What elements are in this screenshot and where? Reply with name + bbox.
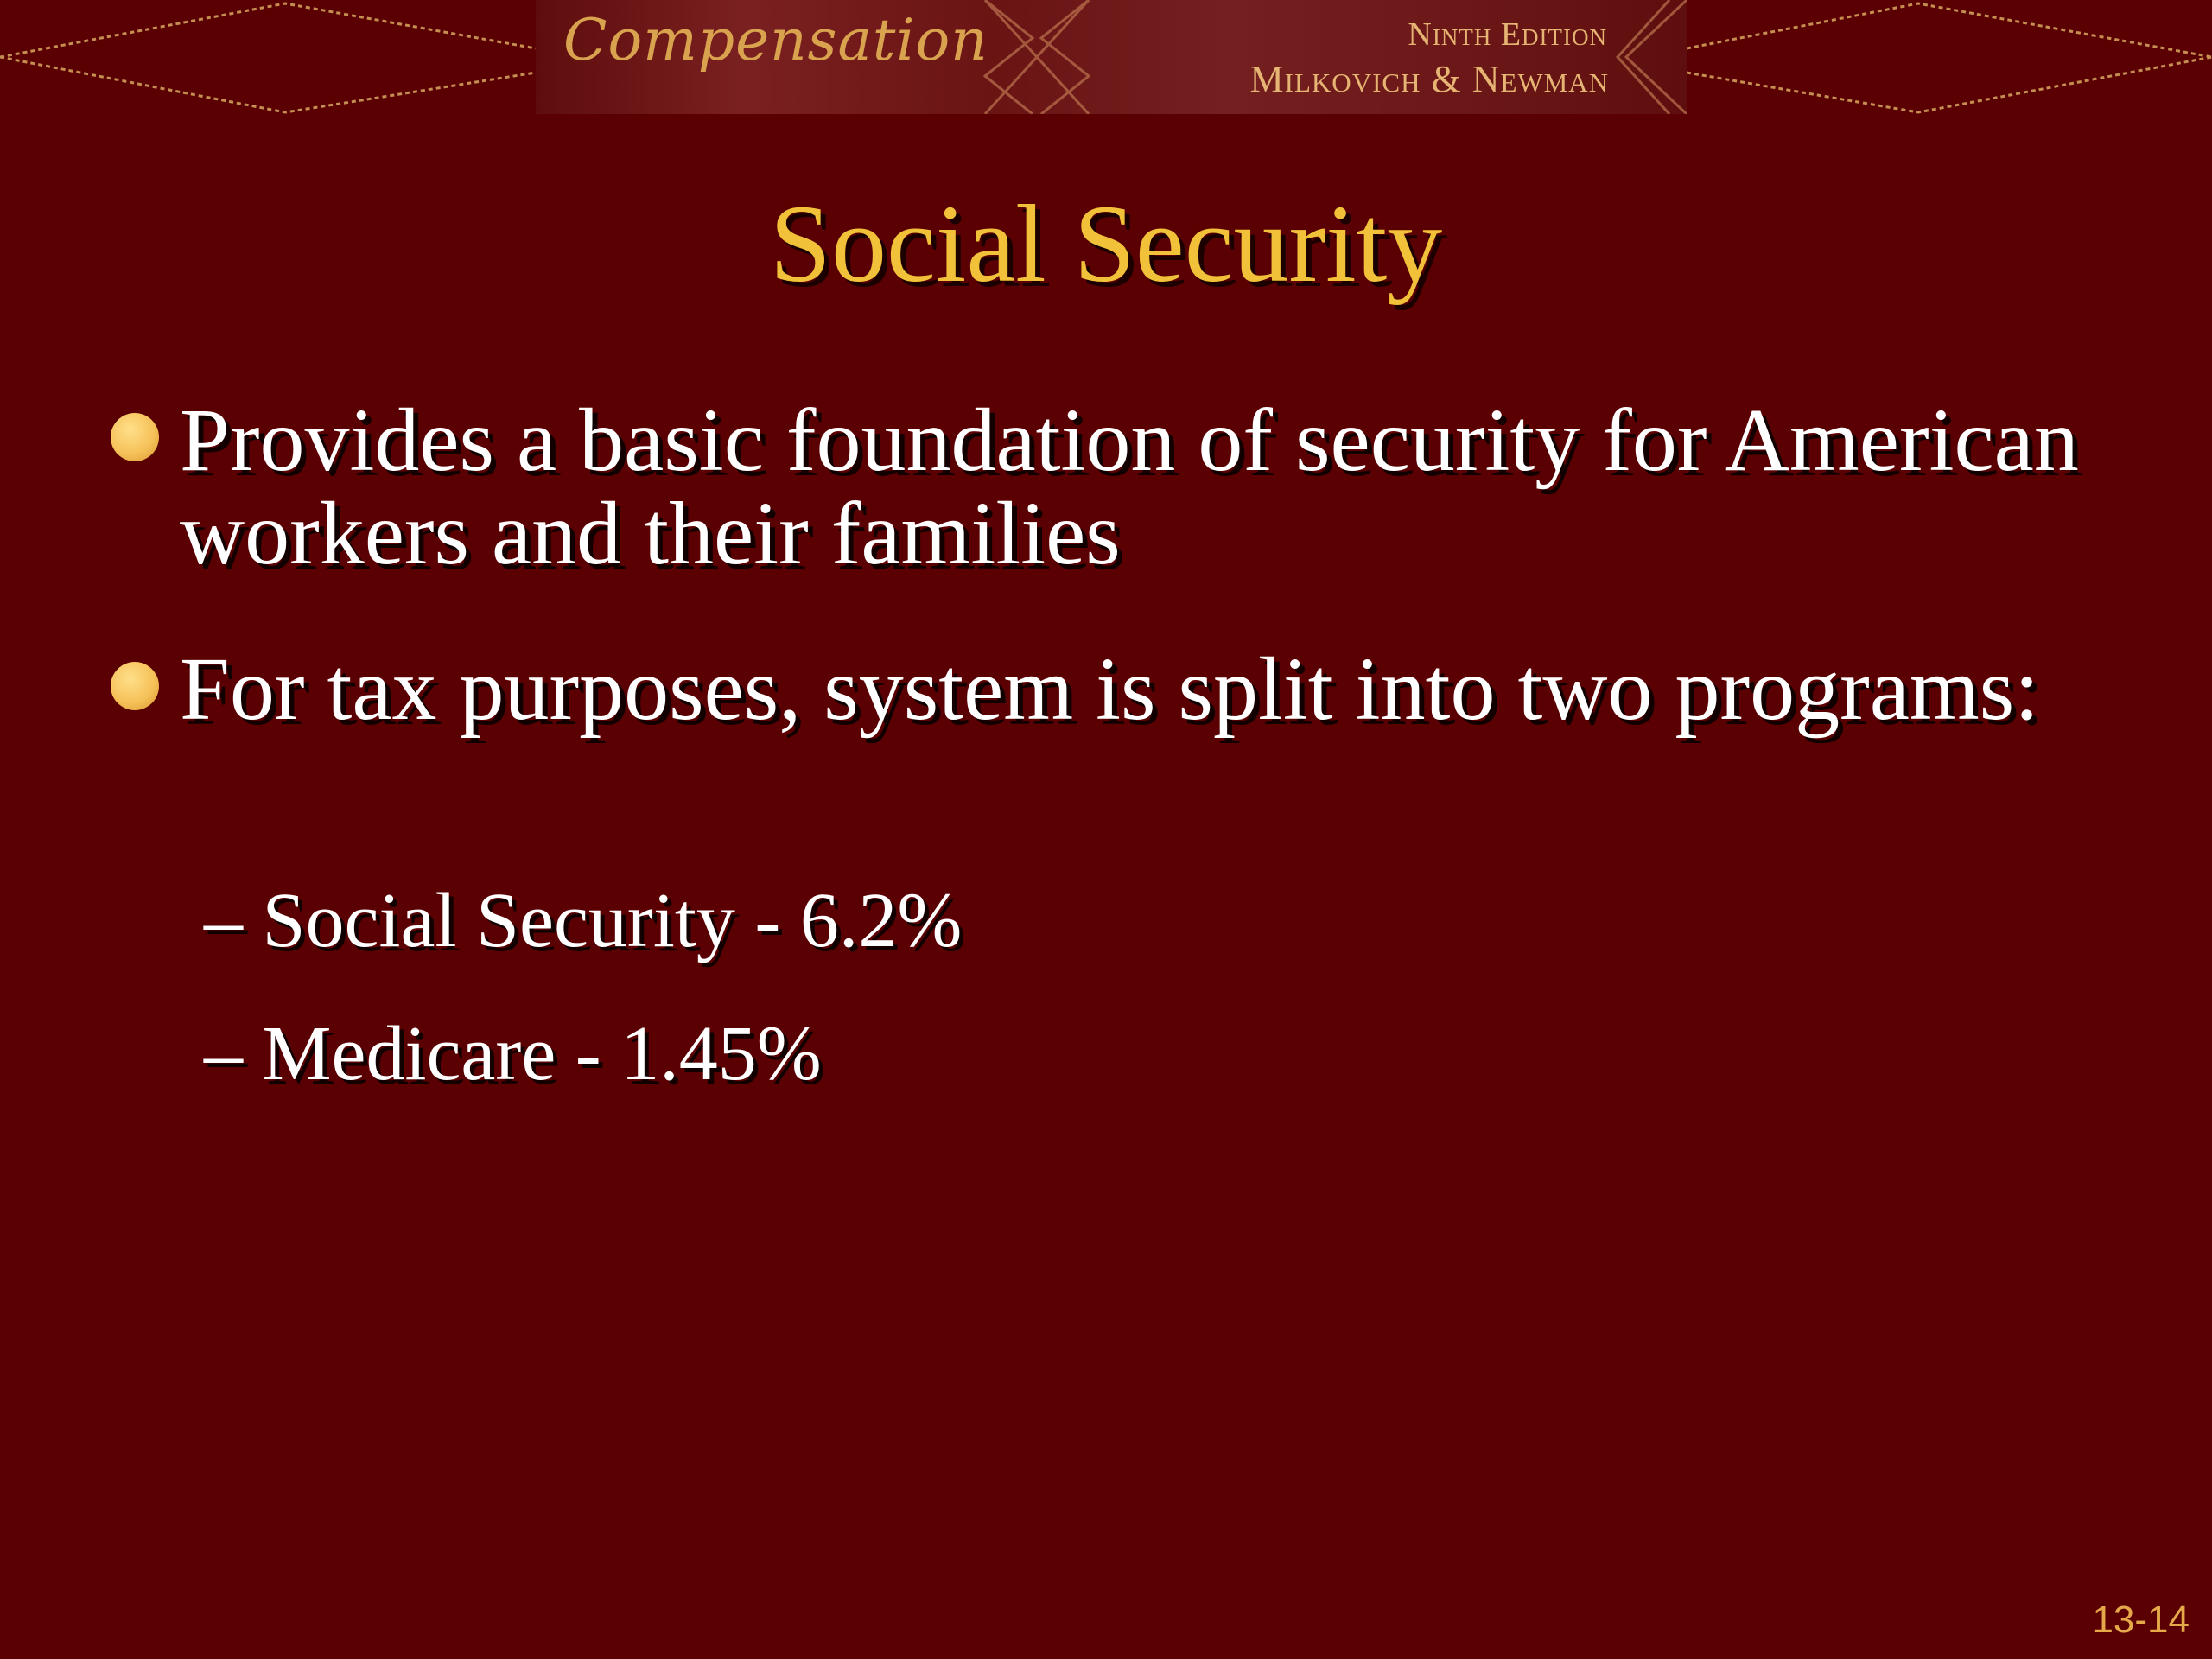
bullet-text: For tax purposes, system is split into two programs: <box>180 639 2040 739</box>
banner-authors: Milkovich & Newman <box>1249 58 1609 100</box>
header-banner <box>536 0 1687 114</box>
slide-title: Social Security <box>769 182 1443 305</box>
bullet-text: Provides a basic foundation of security for American workers and their families <box>180 391 2079 583</box>
page-number: 13-14 <box>2092 1599 2190 1641</box>
sub-bullet-item: – Medicare - 1.45% <box>204 1011 822 1096</box>
bullet-dot-icon <box>111 413 159 461</box>
banner-logo: Compensation <box>563 7 988 73</box>
banner-edition: Ninth Edition <box>1408 16 1607 53</box>
bullet-dot-icon <box>111 662 159 710</box>
sub-bullet-item: – Social Security - 6.2% <box>204 878 963 963</box>
